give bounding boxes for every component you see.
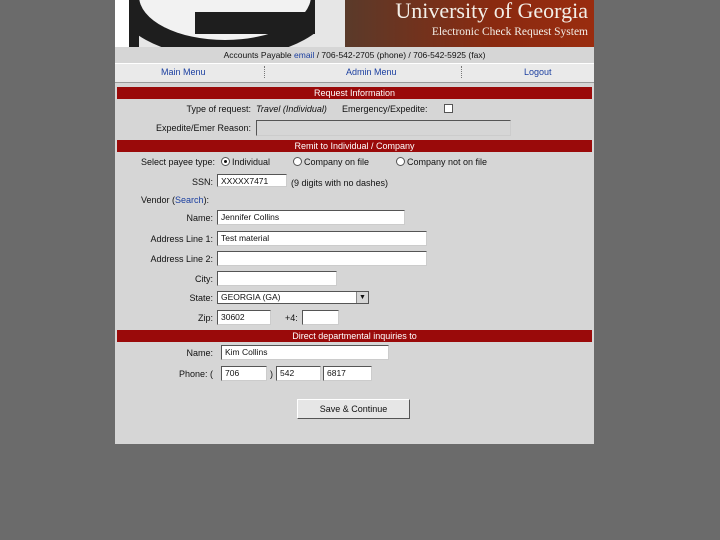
state-label: State: — [189, 293, 213, 303]
type-of-request-value: Travel (Individual) — [256, 104, 327, 114]
ssn-field[interactable]: XXXXX7471 — [217, 174, 287, 187]
uga-g-logo — [115, 0, 345, 47]
address-line-1-field[interactable]: Test material — [217, 231, 427, 246]
state-select[interactable] — [217, 291, 369, 304]
header-banner — [115, 0, 594, 47]
check-request-window — [115, 0, 594, 444]
phone-line-field[interactable]: 6817 — [323, 366, 372, 381]
nav-main-menu[interactable]: Main Menu — [161, 67, 206, 77]
email-link[interactable]: email — [294, 50, 315, 60]
payee-individual-label: Individual — [232, 157, 271, 167]
ssn-label: SSN: — [191, 177, 213, 187]
state-selected-value: GEORGIA (GA) — [221, 292, 281, 302]
contact-name-field[interactable]: Kim Collins — [221, 345, 389, 360]
emergency-label: Emergency/Expedite: — [342, 104, 428, 114]
remit-name-field[interactable]: Jennifer Collins — [217, 210, 405, 225]
phone-close-paren: ) — [270, 369, 273, 379]
payee-individual-radio[interactable] — [221, 157, 230, 166]
banner-title-block — [345, 0, 594, 47]
city-field[interactable] — [217, 271, 337, 286]
address-line-1-label: Address Line 1: — [150, 234, 213, 244]
section-remit-to: Remit to Individual / Company — [117, 140, 592, 152]
zip-plus4-label: +4: — [285, 313, 298, 323]
address-line-2-field[interactable] — [217, 251, 427, 266]
emergency-checkbox[interactable] — [444, 104, 453, 113]
vendor-search-link[interactable]: Search — [175, 195, 204, 205]
nav-bar — [115, 63, 594, 83]
zip-label: Zip: — [197, 313, 213, 323]
section-request-information: Request Information — [117, 87, 592, 99]
remit-name-label: Name: — [186, 213, 213, 223]
university-name: University of Georgia — [395, 0, 588, 23]
zip-plus4-field[interactable] — [302, 310, 339, 325]
payee-company-not-on-file-label: Company not on file — [407, 157, 488, 167]
vendor-label: Vendor (Search): — [141, 195, 210, 205]
nav-divider — [461, 66, 462, 78]
contact-phone-fax: / 706-542-2705 (phone) / 706-542-5925 (fax) — [316, 50, 486, 60]
nav-divider — [264, 66, 265, 78]
phone-label: Phone: ( — [178, 369, 213, 379]
type-of-request-label: Type of request: — [186, 104, 251, 114]
phone-area-code-field[interactable]: 706 — [221, 366, 267, 381]
chevron-down-icon[interactable]: ▼ — [356, 292, 368, 303]
expedite-reason-field[interactable] — [256, 120, 511, 136]
section-direct-inquiries: Direct departmental inquiries to — [117, 330, 592, 342]
phone-prefix-field[interactable]: 542 — [276, 366, 321, 381]
contact-prefix: Accounts Payable — [223, 50, 292, 60]
payee-type-label: Select payee type: — [140, 157, 215, 167]
payee-company-not-on-file-radio[interactable] — [396, 157, 405, 166]
zip-field[interactable]: 30602 — [217, 310, 271, 325]
payee-company-on-file-label: Company on file — [304, 157, 370, 167]
save-continue-button[interactable]: Save & Continue — [297, 399, 410, 419]
contact-line — [115, 48, 594, 62]
payee-company-on-file-radio[interactable] — [293, 157, 302, 166]
ssn-hint: (9 digits with no dashes) — [291, 178, 389, 188]
city-label: City: — [195, 274, 213, 284]
address-line-2-label: Address Line 2: — [150, 254, 213, 264]
system-name: Electronic Check Request System — [431, 26, 588, 38]
nav-logout[interactable]: Logout — [524, 67, 552, 77]
contact-name-label: Name: — [186, 348, 213, 358]
expedite-reason-label: Expedite/Emer Reason: — [155, 123, 251, 133]
nav-admin-menu[interactable]: Admin Menu — [346, 67, 397, 77]
